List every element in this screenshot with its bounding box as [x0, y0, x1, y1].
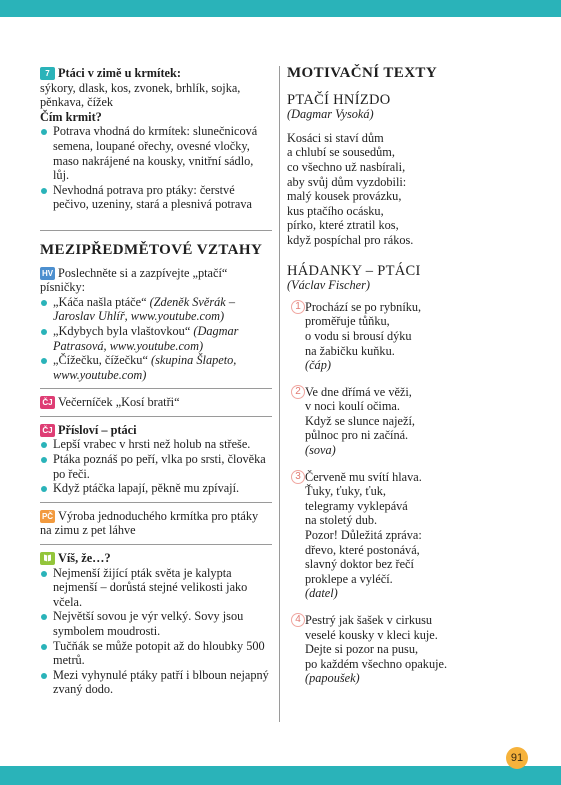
riddle-answer: (papoušek): [305, 671, 360, 686]
evening-story-section: [40, 395, 272, 410]
riddle-answer: (datel): [305, 586, 338, 601]
poem-line: Kosáci si staví dům: [287, 130, 384, 145]
riddle-number: 1: [291, 300, 305, 314]
divider: [40, 502, 272, 503]
facts-section: [40, 551, 272, 697]
section-heading-cross-curricular: MEZIPŘEDMĚTOVÉ VZTAHY: [40, 241, 263, 258]
poem-title: PTAČÍ HNÍZDO: [287, 91, 391, 108]
poem-line: malý kousek provázku,: [287, 189, 402, 204]
divider: [40, 416, 272, 417]
song-list: [40, 295, 272, 383]
riddle-number: 4: [291, 613, 305, 627]
proverb-list: [40, 437, 272, 495]
riddles-title: HÁDANKY – PTÁCI: [287, 262, 421, 279]
right-column: [287, 66, 522, 698]
cj-badge: ČJ: [40, 396, 55, 409]
riddle: 2 Ve dne dřímá ve věži, v noci koulí očima. Když se slunce naježí, půlnoc pro ni začíná. (sova): [287, 385, 522, 458]
column-divider: [279, 66, 280, 722]
facts-list: [40, 566, 272, 697]
proverbs-title: Přísloví – ptáci: [58, 422, 137, 437]
feeding-question: Čím krmit?: [40, 109, 102, 124]
riddle-number: 2: [291, 385, 305, 399]
feeding-section: [40, 66, 272, 212]
music-intro: Poslechněte si a zazpívejte „ptačí“ písničky:: [40, 265, 228, 295]
book-icon: [40, 552, 55, 565]
divider: [40, 544, 272, 545]
riddles-author: (Václav Fischer): [287, 278, 370, 293]
section-heading-motivational: MOTIVAČNÍ TEXTY: [287, 65, 438, 81]
bird-list-text: sýkory, dlask, kos, zvonek, brhlík, sojka, pěnkava, čížek: [40, 80, 241, 110]
bottom-color-band: [0, 766, 561, 785]
list-item: „Kdybych byla vlaštovkou“ (Dagmar Patrasová, www.youtube.com): [40, 324, 272, 353]
list-item: „Čížečku, čížečku“ (skupina Šlapeto, www.youtube.com): [40, 353, 272, 382]
riddle-answer: (čáp): [305, 358, 331, 373]
feeding-title: Ptáci v zimě u krmítek:: [58, 66, 181, 80]
page-number: 91: [506, 747, 528, 769]
list-item: Nevhodná potrava pro ptáky: čerstvé pečivo, uzeniny, stará a plesnivá potrava: [40, 183, 272, 212]
list-item: Potrava vhodná do krmítek: slunečnicová semena, loupané ořechy, ovesné vločky, maso nakrájené na kousky, vnitřní sádlo, lůj.: [40, 124, 272, 182]
music-section: [40, 266, 272, 383]
hv-badge: HV: [41, 268, 54, 278]
poem-line: pírko, které ztratil kos,: [287, 218, 399, 233]
left-column: [40, 66, 272, 697]
facts-title: Víš, že…?: [58, 551, 111, 566]
cj-badge: ČJ: [40, 424, 55, 437]
divider: [40, 388, 272, 389]
proverbs-section: [40, 423, 272, 496]
poem: [287, 93, 522, 248]
poem-line: aby svůj dům vyzdobili:: [287, 174, 407, 189]
list-item: Mezi vyhynulé ptáky patří i blboun nejapný zvaný dodo.: [40, 668, 272, 697]
poem-line: když pospíchal pro rákos.: [287, 232, 414, 247]
list-item: Když ptáčka lapají, pěkně mu zpívají.: [40, 481, 272, 496]
list-item: Tučňák se může potopit až do hloubky 500 metrů.: [40, 639, 272, 668]
poem-line: kus ptačího ocásku,: [287, 203, 384, 218]
evening-story-text: Večerníček „Kosí bratři“: [58, 395, 180, 410]
number-badge: 7: [40, 67, 55, 80]
pc-badge: PČ: [41, 511, 54, 521]
riddle: 4 Pestrý jak šašek v cirkusu veselé kousky v kleci kuje. Dejte si pozor na pusu, po každém všechno opakuje. (papoušek): [287, 613, 522, 686]
poem-line: co všechno už nasbírali,: [287, 159, 406, 174]
feeding-bullets: [40, 124, 272, 212]
list-item: Ptáka poznáš po peří, vlka po srsti, člověka po řeči.: [40, 452, 272, 481]
list-item: Nejmenší žijící pták světa je kalypta nejmenší – dorůstá stejné velikosti jako včela.: [40, 566, 272, 610]
divider: [40, 230, 272, 231]
riddles: [287, 264, 522, 686]
poem-line: a chlubí se sousedům,: [287, 145, 395, 160]
top-color-band: [0, 0, 561, 17]
riddle-number: 3: [291, 470, 305, 484]
list-item: Lepší vrabec v hrsti než holub na střeše.: [40, 437, 272, 452]
list-item: „Káča našla ptáče“ (Zdeněk Svěrák – Jaroslav Uhlíř, www.youtube.com): [40, 295, 272, 324]
riddle-answer: (sova): [305, 443, 336, 458]
riddle: 1 Prochází se po rybníku, proměřuje tůňku, o vodu si brousí dýku na žabičku kuňku. (čáp): [287, 300, 522, 373]
riddle: 3 Červeně mu svítí hlava. Ťuky, ťuky, ťuk, telegramy vyklepává na stoletý dub. Pozor! Důležitá zpráva: dřevo, které postonává, slavný doktor bez řečí proklepe a vyléčí. (datel): [287, 470, 522, 601]
craft-section: [40, 509, 272, 538]
list-item: Největší sovou je výr velký. Sovy jsou symbolem moudrosti.: [40, 609, 272, 638]
craft-text: Výroba jednoduchého krmítka pro ptáky na zimu z pet láhve: [40, 508, 259, 538]
poem-author: (Dagmar Vysoká): [287, 107, 374, 122]
